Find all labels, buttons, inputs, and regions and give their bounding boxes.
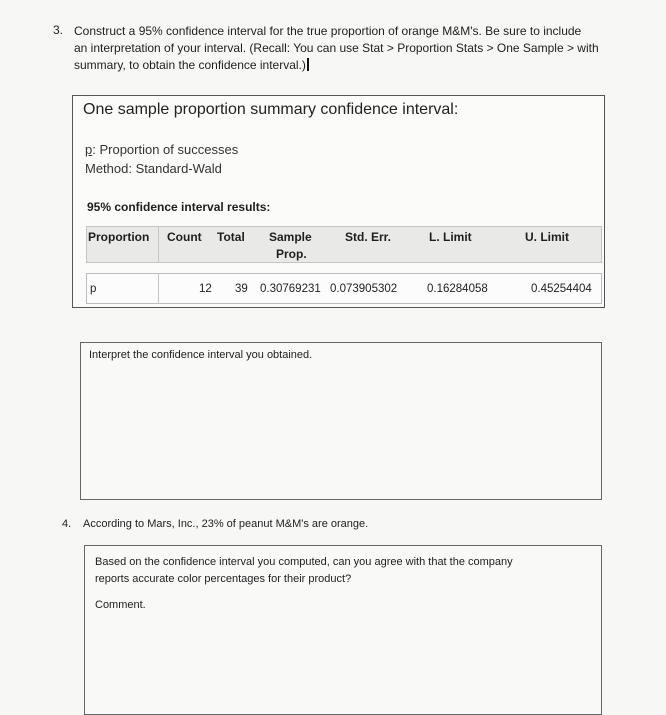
header-proportion: Proportion [88,230,150,244]
parameter-symbol[interactable]: p [85,142,93,157]
text-cursor [307,58,309,71]
cell-u-limit: 0.45254404 [531,283,592,295]
output-title: One sample proportion summary confidence interval: [83,101,459,118]
confidence-interval-table [86,226,602,304]
question-3-number: 3. [53,23,64,37]
comment-box-prompt [95,554,575,588]
comment-label: Comment. [95,599,146,611]
question-3-line-1: Construct a 95% confidence interval for the true proportion of orange M&M's. Be sure to include [74,24,582,38]
question-4-text: According to Mars, Inc., 23% of peanut M&M's are orange. [83,518,369,530]
question-3-line-2: an interpretation of your interval. (Recall: You can use Stat > Proportion Stats > One Sample > with [74,41,599,55]
header-sample-prop-line-1: Sample [269,230,312,244]
header-l-limit: L. Limit [429,230,472,244]
question-3-text [74,23,634,74]
cell-l-limit: 0.16284058 [427,283,488,295]
cell-sample-prop: 0.30769231 [260,283,321,295]
comment-prompt-line-1: Based on the confidence interval you computed, can you agree with that the company [95,556,513,568]
results-heading: 95% confidence interval results: [87,200,271,214]
cell-std-err: 0.073905302 [330,283,398,295]
column-divider [158,273,159,304]
column-divider [158,226,159,263]
comment-prompt-line-2: reports accurate color percentages for their product? [95,573,352,585]
statcrunch-output-box [72,95,605,308]
method-label: Method: Standard-Wald [85,161,222,176]
cell-count: 12 [199,283,212,295]
header-sample-prop-line-2: Prop. [276,247,307,261]
question-4-number: 4. [62,518,72,530]
question-3-line-3-text: summary, to obtain the confidence interval.) [74,58,306,72]
cell-proportion: p [90,283,97,295]
header-u-limit: U. Limit [525,230,569,244]
interpret-answer-box[interactable] [80,342,602,500]
parameter-definition [85,142,238,157]
comment-answer-box[interactable] [84,545,602,715]
header-count: Count [167,230,202,244]
parameter-description: : Proportion of successes [92,142,239,157]
header-std-err: Std. Err. [345,230,392,244]
cell-total: 39 [235,283,248,295]
header-total: Total [217,230,245,244]
interpret-prompt: Interpret the confidence interval you obtained. [89,349,313,361]
question-3-line-3 [74,57,634,74]
